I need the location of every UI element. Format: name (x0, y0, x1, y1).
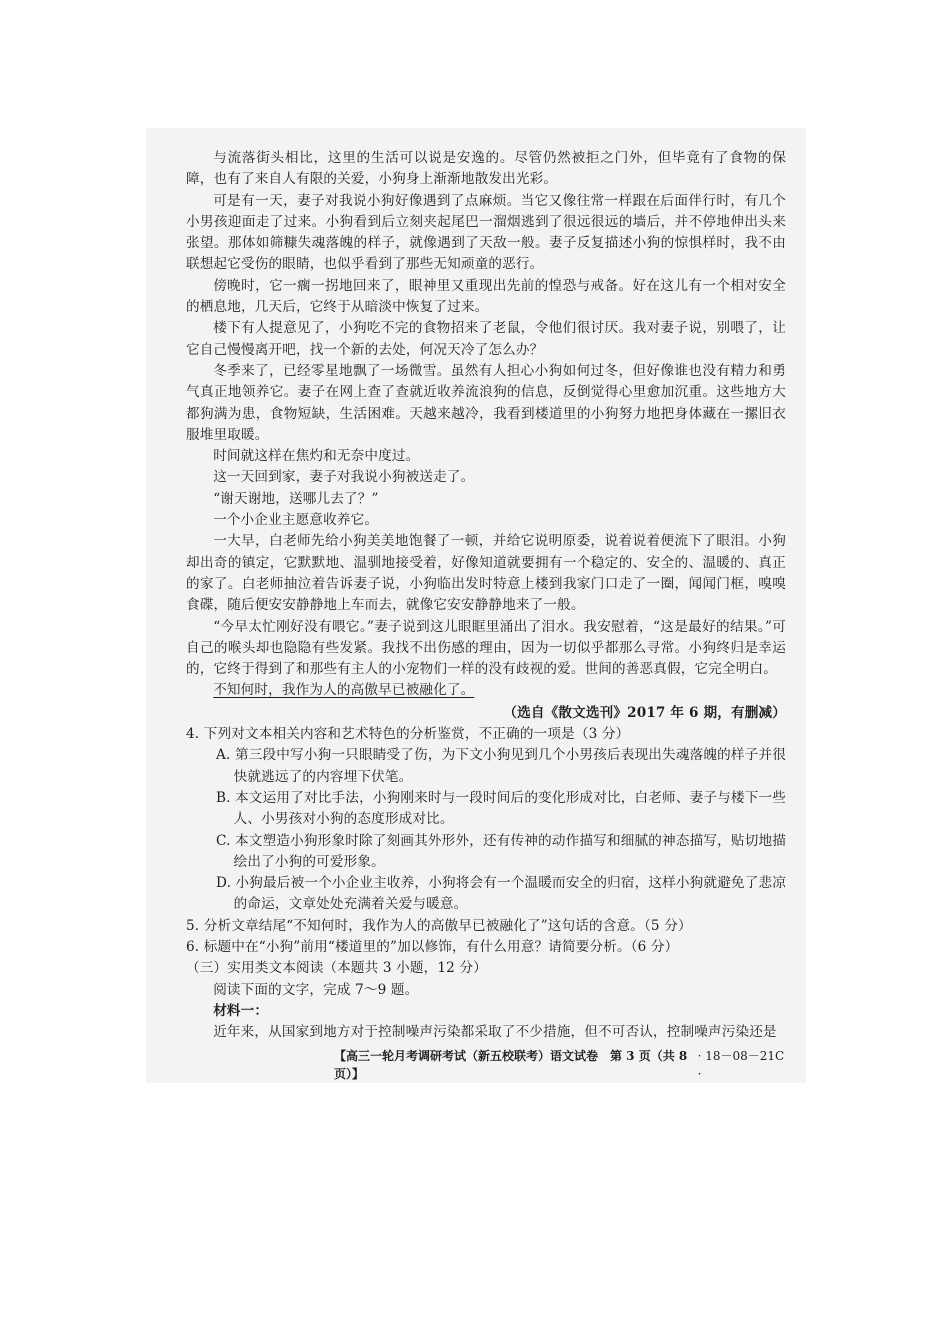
source-citation: （选自《散文选刊》2017 年 6 期，有删减） (503, 704, 786, 721)
question-stem: 4. 下列对文本相关内容和艺术特色的分析鉴赏，不正确的一项是（3 分） (186, 726, 630, 743)
story-paragraph: 可是有一天，妻子对我说小狗好像遇到了点麻烦。当它又像往常一样跟在后面伴行时，有几个小男孩迎面走了过来。小狗看到后立刻夹起尾巴一溜烟逃到了很远很远的墙后，并不停地伸出头来张望。那体如筛糠失魂落魄的样子，就像遇到了天敌一般。妻子反复描述小狗的惊惧样时，我不由联想起它受伤的眼睛，也似乎看到了那些无知顽童的恶行。 (186, 192, 786, 273)
material-first-line: 近年来，从国家到地方对于控制噪声污染都采取了不少措施，但不可否认，控制噪声污染还是 (213, 1024, 777, 1041)
question-5: 5. 分析文章结尾“不知何时，我作为人的高傲早已被融化了”这句话的含意。（5 分） (186, 917, 692, 934)
exam-page-content (186, 148, 786, 1043)
material-label: 材料一： (213, 1002, 269, 1019)
option-b: B. 本文运用了对比手法，小狗刚来时与一段时间后的变化形成对比，白老师、妻子与楼下一些人、小男孩对小狗的态度形成对比。 (216, 789, 786, 828)
story-paragraph: “谢天谢地，送哪儿去了？” (213, 490, 379, 507)
story-paragraph: 这一天回到家，妻子对我说小狗被送走了。 (213, 469, 475, 486)
story-paragraph: “今早太忙刚好没有喂它。”妻子说到这儿眼眶里涌出了泪水。我安慰着，“这是最好的结果。”可自己的喉头却也隐隐有些发紧。我找不出伤感的理由，因为一切似乎都那么寻常。小狗终归是幸运的，它终于得到了和那些有主人的小宠物们一样的没有歧视的爱。世间的善恶真假，它完全明白。 (186, 618, 786, 678)
section-heading: （三）实用类文本阅读（本题共 3 小题，12 分） (186, 960, 487, 977)
story-paragraph: 楼下有人提意见了，小狗吃不完的食物招来了老鼠，令他们很讨厌。我对妻子说，别喂了，让它自己慢慢离开吧，找一个新的去处，何况天冷了怎么办？ (186, 320, 786, 358)
page-footer (186, 1047, 786, 1083)
story-paragraph: 一大早，白老师先给小狗美美地饱餐了一顿，并给它说明原委，说着说着便流下了眼泪。小狗却出奇的镇定，它默默地、温驯地接受着，好像知道就要拥有一个稳定的、安全的、温暖的、真正的家了。白老师抽泣着告诉妻子说，小狗临出发时特意上楼到我家门口走了一圈，闻闻门框，嗅嗅食碟，随后便安安静静地上车而去，就像它安安静静地来了一般。 (186, 533, 786, 614)
section-instruction: 阅读下面的文字，完成 7～9 题。 (213, 981, 419, 998)
question-6: 6. 标题中在“小狗”前用“楼道里的”加以修饰，有什么用意？请简要分析。（6 分） (186, 938, 679, 955)
question-4 (186, 724, 786, 916)
story-paragraph: 冬季来了，已经零星地飘了一场微雪。虽然有人担心小狗如何过冬，但好像谁也没有精力和勇气真正地领养它。妻子在网上查了查就近收养流浪狗的信息，反倒觉得心里愈加沉重。这些地方大都狗满为患，食物短缺，生活困难。天越来越冷，我看到楼道里的小狗努力地把身体藏在一摞旧衣服堆里取暖。 (186, 362, 786, 443)
footer-title: 【高三一轮月考调研考试（新五校联考）语文试卷 第 3 页（共 8 页）】 (334, 1049, 688, 1081)
story-text (186, 148, 786, 702)
option-d: D. 小狗最后被一个小企业主收养，小狗将会有一个温暖而安全的归宿，这样小狗就避免了悲凉的命运，文章处处充满着关爱与暖意。 (216, 875, 786, 913)
underlined-sentence: 不知何时，我作为人的高傲早已被融化了。 (213, 682, 475, 699)
story-last-line (186, 680, 786, 701)
option-c: C. 本文塑造小狗形象时除了刻画其外形外，还有传神的动作描写和细腻的神态描写，贴切地描绘出了小狗的可爱形象。 (216, 832, 786, 870)
story-paragraph: 时间就这样在焦灼和无奈中度过。 (213, 448, 420, 465)
story-paragraph: 傍晚时，它一瘸一拐地回来了，眼神里又重现出先前的惶恐与戒备。好在这儿有一个相对安全的栖息地，几天后，它终于从暗淡中恢复了过来。 (186, 277, 786, 316)
footer-code: · 18－08－21C · (697, 1049, 785, 1081)
story-paragraph: 一个小企业主愿意收养它。 (213, 512, 379, 529)
story-paragraph: 与流落街头相比，这里的生活可以说是安逸的。尽管仍然被拒之门外，但毕竟有了食物的保障，也有了来自人有限的关爱，小狗身上渐渐地散发出光彩。 (186, 150, 786, 188)
option-a: A. 第三段中写小狗一只眼睛受了伤，为下文小狗见到几个小男孩后表现出失魂落魄的样子并很快就逃远了的内容埋下伏笔。 (216, 747, 786, 785)
